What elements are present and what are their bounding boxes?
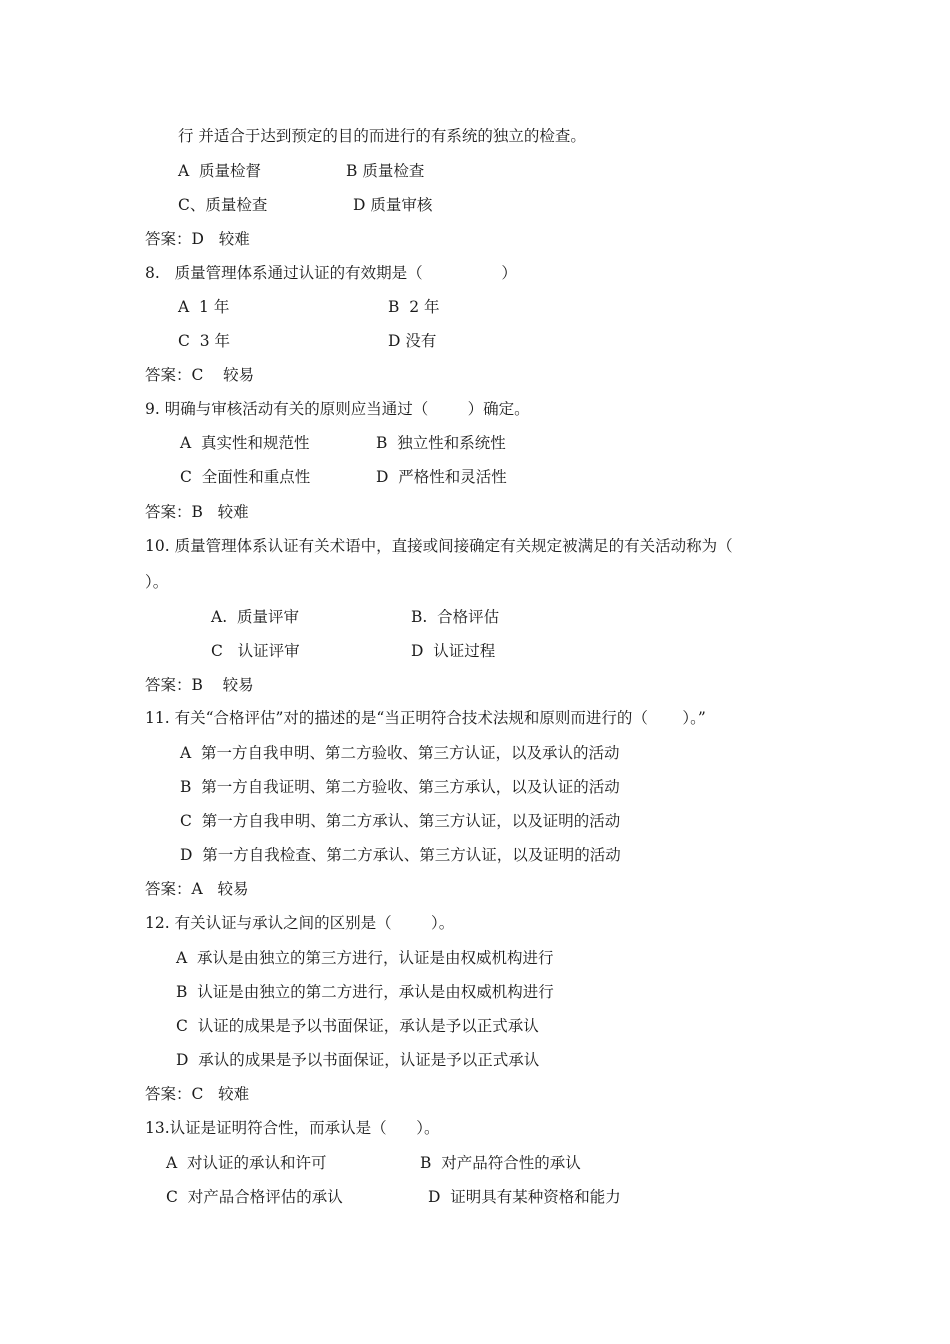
question-8-option-c: C 3 年 bbox=[178, 332, 231, 350]
question-8-answer: 答案：C 较易 bbox=[145, 366, 255, 384]
question-13-stem: 13.认证是证明符合性，而承认是（ ）。 bbox=[145, 1119, 440, 1137]
question-10-option-a: A. 质量评审 bbox=[211, 608, 299, 626]
question-12-option-a: A 承认是由独立的第三方进行，认证是由权威机构进行 bbox=[176, 949, 554, 967]
question-13-option-a: A 对认证的承认和许可 bbox=[166, 1154, 327, 1172]
question-10-stem: 10. 质量管理体系认证有关术语中，直接或间接确定有关规定被满足的有关活动称为（ bbox=[145, 537, 733, 555]
question-13-option-d: D 证明具有某种资格和能力 bbox=[428, 1188, 621, 1206]
question-8-option-a: A 1 年 bbox=[178, 298, 230, 316]
question-12-option-d: D 承认的成果是予以书面保证，认证是予以正式承认 bbox=[176, 1051, 540, 1069]
question-7-answer: 答案：D 较难 bbox=[145, 230, 250, 248]
question-10-option-b: B. 合格评估 bbox=[411, 608, 500, 626]
question-12-answer: 答案：C 较难 bbox=[145, 1085, 250, 1103]
question-7-option-d: D 质量审核 bbox=[353, 196, 433, 214]
question-7-option-b: B 质量检查 bbox=[346, 162, 425, 180]
question-8-option-d: D 没有 bbox=[388, 332, 437, 350]
question-12-stem: 12. 有关认证与承认之间的区别是（ ）。 bbox=[145, 914, 455, 932]
question-11-option-b: B 第一方自我证明、第二方验收、第三方承认，以及认证的活动 bbox=[180, 778, 620, 796]
question-7-option-c: C、质量检查 bbox=[178, 196, 268, 214]
question-9-stem: 9. 明确与审核活动有关的原则应当通过（ ）确定。 bbox=[145, 400, 530, 418]
question-7-stem-continuation: 行 并适合于达到预定的目的而进行的有系统的独立的检查。 bbox=[178, 127, 586, 145]
question-9-answer: 答案：B 较难 bbox=[145, 503, 249, 521]
question-10-stem-continuation: ）。 bbox=[145, 573, 169, 591]
question-9-option-d: D 严格性和灵活性 bbox=[376, 468, 507, 486]
question-7-option-a: A 质量检督 bbox=[178, 162, 262, 180]
question-9-option-b: B 独立性和系统性 bbox=[376, 434, 506, 452]
question-8-option-b: B 2 年 bbox=[388, 298, 440, 316]
question-8-stem: 8. 质量管理体系通过认证的有效期是（ ） bbox=[145, 264, 517, 282]
question-11-option-a: A 第一方自我申明、第二方验收、第三方认证，以及承认的活动 bbox=[180, 744, 620, 762]
question-10-option-c: C 认证评审 bbox=[211, 642, 300, 660]
question-13-option-c: C 对产品合格评估的承认 bbox=[166, 1188, 343, 1206]
question-13-option-b: B 对产品符合性的承认 bbox=[420, 1154, 581, 1172]
question-9-option-c: C 全面性和重点性 bbox=[180, 468, 311, 486]
question-12-option-b: B 认证是由独立的第二方进行，承认是由权威机构进行 bbox=[176, 983, 554, 1001]
question-11-option-c: C 第一方自我申明、第二方承认、第三方认证，以及证明的活动 bbox=[180, 812, 621, 830]
question-11-stem: 11. 有关“合格评估”对的描述的是“当正明符合技术法规和原则而进行的（ ）。” bbox=[145, 709, 706, 727]
question-10-option-d: D 认证过程 bbox=[411, 642, 496, 660]
question-10-answer: 答案：B 较易 bbox=[145, 676, 254, 694]
question-9-option-a: A 真实性和规范性 bbox=[180, 434, 310, 452]
question-11-answer: 答案：A 较易 bbox=[145, 880, 249, 898]
question-12-option-c: C 认证的成果是予以书面保证，承认是予以正式承认 bbox=[176, 1017, 539, 1035]
question-11-option-d: D 第一方自我检查、第二方承认、第三方认证，以及证明的活动 bbox=[180, 846, 621, 864]
